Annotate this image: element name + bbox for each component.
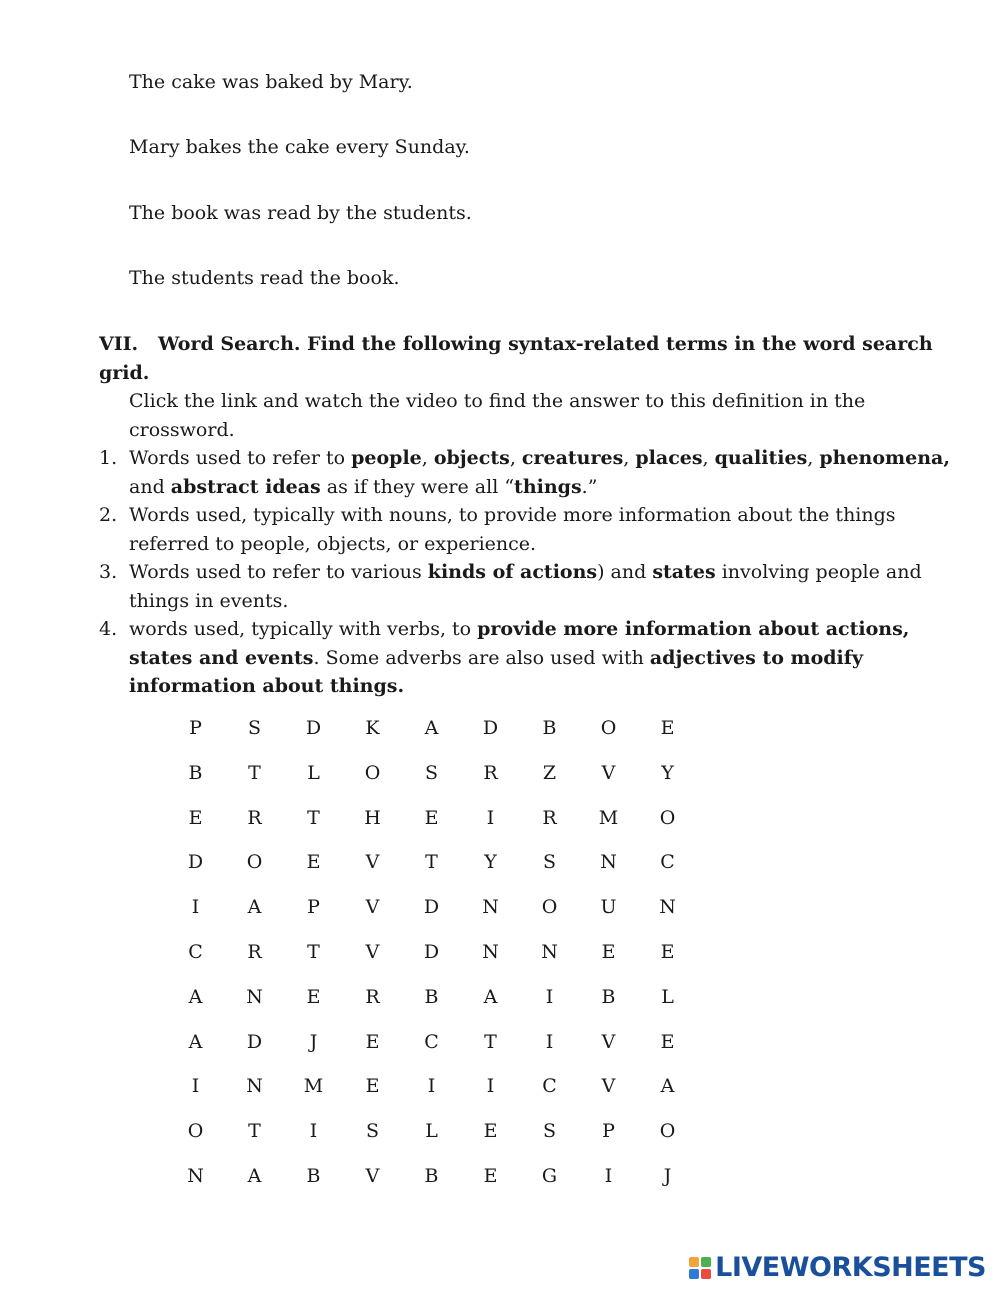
- grid-letter[interactable]: D: [482, 717, 499, 739]
- grid-letter[interactable]: M: [303, 1075, 324, 1098]
- definition-text: Words used to refer to various: [129, 561, 428, 583]
- definition-text: Words used to refer to: [129, 447, 352, 469]
- word-search-grid: [166, 714, 697, 1207]
- grid-letter[interactable]: E: [306, 985, 321, 1008]
- grid-letter[interactable]: S: [542, 1120, 557, 1143]
- definition-text: Words used, typically with nouns, to provide more information about the things referred to people, objects, or experience.: [129, 504, 896, 555]
- definition-number: 1.: [99, 447, 118, 469]
- logo-tile: [689, 1269, 699, 1279]
- grid-letter[interactable]: E: [306, 851, 321, 874]
- sentence-1: The cake was baked by Mary.: [129, 71, 413, 93]
- grid-letter[interactable]: B: [542, 717, 557, 739]
- grid-letter[interactable]: D: [423, 940, 440, 963]
- definition-list: [99, 444, 959, 701]
- definition-item: [99, 444, 959, 501]
- grid-letter[interactable]: N: [482, 940, 499, 963]
- grid-letter[interactable]: C: [424, 1030, 439, 1053]
- grid-letter[interactable]: J: [663, 1164, 672, 1187]
- grid-letter[interactable]: V: [365, 1164, 380, 1187]
- grid-letter[interactable]: I: [191, 896, 200, 919]
- grid-letter[interactable]: R: [247, 940, 262, 963]
- grid-letter[interactable]: V: [601, 1075, 616, 1098]
- grid-letter[interactable]: B: [601, 985, 616, 1008]
- grid-letter[interactable]: L: [425, 1120, 438, 1143]
- grid-letter[interactable]: L: [307, 761, 320, 784]
- grid-letter[interactable]: B: [424, 985, 439, 1008]
- grid-letter[interactable]: V: [365, 896, 380, 919]
- logo-tile: [689, 1257, 699, 1267]
- grid-letter[interactable]: N: [659, 896, 676, 919]
- grid-letter[interactable]: R: [365, 985, 380, 1008]
- grid-letter[interactable]: N: [600, 851, 617, 874]
- grid-letter[interactable]: H: [364, 806, 381, 829]
- sentence-3: The book was read by the students.: [129, 202, 472, 224]
- grid-letter[interactable]: V: [601, 761, 616, 784]
- grid-letter[interactable]: E: [660, 717, 675, 739]
- grid-letter[interactable]: B: [188, 761, 203, 784]
- definition-keyword: states: [652, 561, 716, 583]
- definition-text: ,: [421, 447, 434, 469]
- grid-letter[interactable]: E: [365, 1075, 380, 1098]
- definition-number: 4.: [99, 618, 118, 640]
- grid-letter[interactable]: I: [545, 1030, 554, 1053]
- grid-letter[interactable]: P: [189, 717, 202, 739]
- definition-keyword: phenomena,: [819, 447, 950, 469]
- grid-letter[interactable]: N: [187, 1164, 204, 1187]
- brand-name: LIVEWORKSHEETS: [715, 1252, 986, 1283]
- definition-text: ,: [807, 447, 820, 469]
- grid-letter[interactable]: E: [601, 940, 616, 963]
- definition-item: [99, 615, 959, 701]
- grid-letter[interactable]: N: [246, 985, 263, 1008]
- grid-letter[interactable]: O: [600, 717, 617, 739]
- grid-letter[interactable]: E: [188, 806, 203, 829]
- grid-letter[interactable]: N: [482, 896, 499, 919]
- section-title: Word Search. Find the following syntax-related terms in the word search grid.: [99, 333, 933, 384]
- grid-letter[interactable]: R: [483, 761, 498, 784]
- grid-letter[interactable]: O: [541, 896, 558, 919]
- grid-letter[interactable]: A: [188, 1030, 203, 1053]
- grid-letter[interactable]: I: [486, 806, 495, 829]
- grid-letter[interactable]: S: [542, 851, 557, 874]
- brand-footer: [689, 1252, 986, 1283]
- grid-letter[interactable]: A: [483, 985, 498, 1008]
- grid-letter[interactable]: E: [483, 1164, 498, 1187]
- grid-letter[interactable]: I: [191, 1075, 200, 1098]
- logo-tile: [701, 1257, 711, 1267]
- definition-text: . Some adverbs are also used with: [313, 646, 650, 669]
- grid-letter[interactable]: T: [248, 1120, 261, 1143]
- grid-letter[interactable]: R: [542, 806, 557, 829]
- grid-letter[interactable]: T: [484, 1030, 497, 1053]
- grid-letter[interactable]: J: [309, 1030, 318, 1053]
- grid-letter[interactable]: V: [365, 851, 380, 874]
- grid-letter[interactable]: P: [602, 1120, 615, 1143]
- definition-keyword: qualities: [714, 447, 808, 469]
- grid-letter[interactable]: K: [365, 717, 380, 739]
- grid-letter[interactable]: A: [660, 1075, 675, 1098]
- grid-letter[interactable]: P: [307, 896, 320, 919]
- grid-letter[interactable]: C: [188, 940, 203, 963]
- grid-letter[interactable]: E: [483, 1120, 498, 1143]
- definition-keyword: people: [351, 447, 422, 469]
- grid-letter[interactable]: T: [307, 806, 320, 829]
- grid-letter[interactable]: I: [486, 1075, 495, 1098]
- grid-letter[interactable]: D: [423, 896, 440, 919]
- grid-letter[interactable]: T: [248, 761, 261, 784]
- grid-letter[interactable]: V: [601, 1030, 616, 1053]
- grid-letter[interactable]: L: [661, 985, 674, 1008]
- section-number: VII.: [99, 333, 139, 355]
- sentence-2: Mary bakes the cake every Sunday.: [129, 136, 470, 158]
- grid-letter[interactable]: O: [659, 1120, 676, 1143]
- definition-keyword: things: [514, 475, 582, 498]
- grid-letter[interactable]: R: [247, 806, 262, 829]
- grid-letter[interactable]: C: [660, 851, 675, 874]
- grid-letter[interactable]: O: [659, 806, 676, 829]
- definition-text: as if they were all “: [320, 475, 515, 498]
- definition-keyword: objects: [433, 447, 510, 469]
- definition-text: ,: [509, 447, 522, 469]
- grid-letter[interactable]: E: [660, 1030, 675, 1053]
- grid-letter[interactable]: E: [660, 940, 675, 963]
- definition-text: words used, typically with verbs, to: [129, 618, 478, 640]
- grid-letter[interactable]: I: [309, 1120, 318, 1143]
- grid-letter[interactable]: D: [246, 1030, 263, 1053]
- grid-letter[interactable]: T: [307, 940, 320, 963]
- grid-letter[interactable]: I: [604, 1164, 613, 1187]
- section-heading: [99, 330, 959, 387]
- definition-number: 3.: [99, 561, 118, 583]
- grid-letter[interactable]: Z: [542, 761, 557, 784]
- definition-keyword: provide more information about actions, states and events: [129, 618, 910, 669]
- definition-text: ,: [702, 447, 715, 469]
- definition-keyword: kinds of actions: [427, 561, 598, 583]
- grid-letter[interactable]: B: [306, 1164, 321, 1187]
- definition-text: involving people and things in events.: [129, 561, 922, 612]
- grid-letter[interactable]: O: [364, 761, 381, 784]
- grid-letter[interactable]: A: [247, 896, 262, 919]
- definition-item: [99, 501, 959, 558]
- grid-letter[interactable]: A: [188, 985, 203, 1008]
- sentence-4: The students read the book.: [129, 267, 400, 289]
- section-instruction: Click the link and watch the video to find the answer to this definition in the crossword.: [129, 390, 866, 441]
- definition-keyword: creatures: [521, 447, 624, 469]
- grid-letter[interactable]: A: [247, 1164, 262, 1187]
- definition-text: ,: [623, 447, 636, 469]
- grid-letter[interactable]: I: [545, 985, 554, 1008]
- grid-letter[interactable]: S: [247, 717, 262, 739]
- definition-number: 2.: [99, 504, 118, 526]
- definition-text: and: [129, 475, 171, 498]
- grid-letter[interactable]: D: [187, 851, 204, 874]
- grid-letter[interactable]: N: [246, 1075, 263, 1098]
- liveworksheets-logo-icon: [689, 1257, 711, 1279]
- definition-keyword: places: [635, 447, 703, 469]
- grid-letter[interactable]: Y: [661, 761, 674, 784]
- grid-letter[interactable]: B: [424, 1164, 439, 1187]
- definition-keyword: abstract ideas: [170, 475, 321, 498]
- grid-letter[interactable]: T: [425, 851, 438, 874]
- grid-letter[interactable]: E: [424, 806, 439, 829]
- grid-letter[interactable]: I: [427, 1075, 436, 1098]
- grid-letter[interactable]: O: [246, 851, 263, 874]
- definition-keyword: adjectives to modify information about things.: [129, 646, 863, 697]
- section-word-search: [99, 330, 959, 444]
- definition-text: .”: [581, 475, 598, 498]
- definition-item: [99, 558, 959, 615]
- grid-letter[interactable]: G: [541, 1164, 558, 1187]
- grid-letter[interactable]: S: [424, 761, 439, 784]
- grid-letter[interactable]: M: [598, 806, 619, 829]
- grid-letter[interactable]: D: [305, 717, 322, 739]
- grid-letter[interactable]: U: [600, 896, 617, 919]
- grid-letter[interactable]: O: [187, 1120, 204, 1143]
- grid-letter[interactable]: A: [424, 717, 439, 739]
- definition-text: ) and: [597, 561, 653, 583]
- grid-letter[interactable]: E: [365, 1030, 380, 1053]
- grid-letter[interactable]: Y: [484, 851, 497, 874]
- grid-letter[interactable]: V: [365, 940, 380, 963]
- grid-letter[interactable]: C: [542, 1075, 557, 1098]
- grid-letter[interactable]: S: [365, 1120, 380, 1143]
- grid-letter[interactable]: N: [541, 940, 558, 963]
- logo-tile: [701, 1269, 711, 1279]
